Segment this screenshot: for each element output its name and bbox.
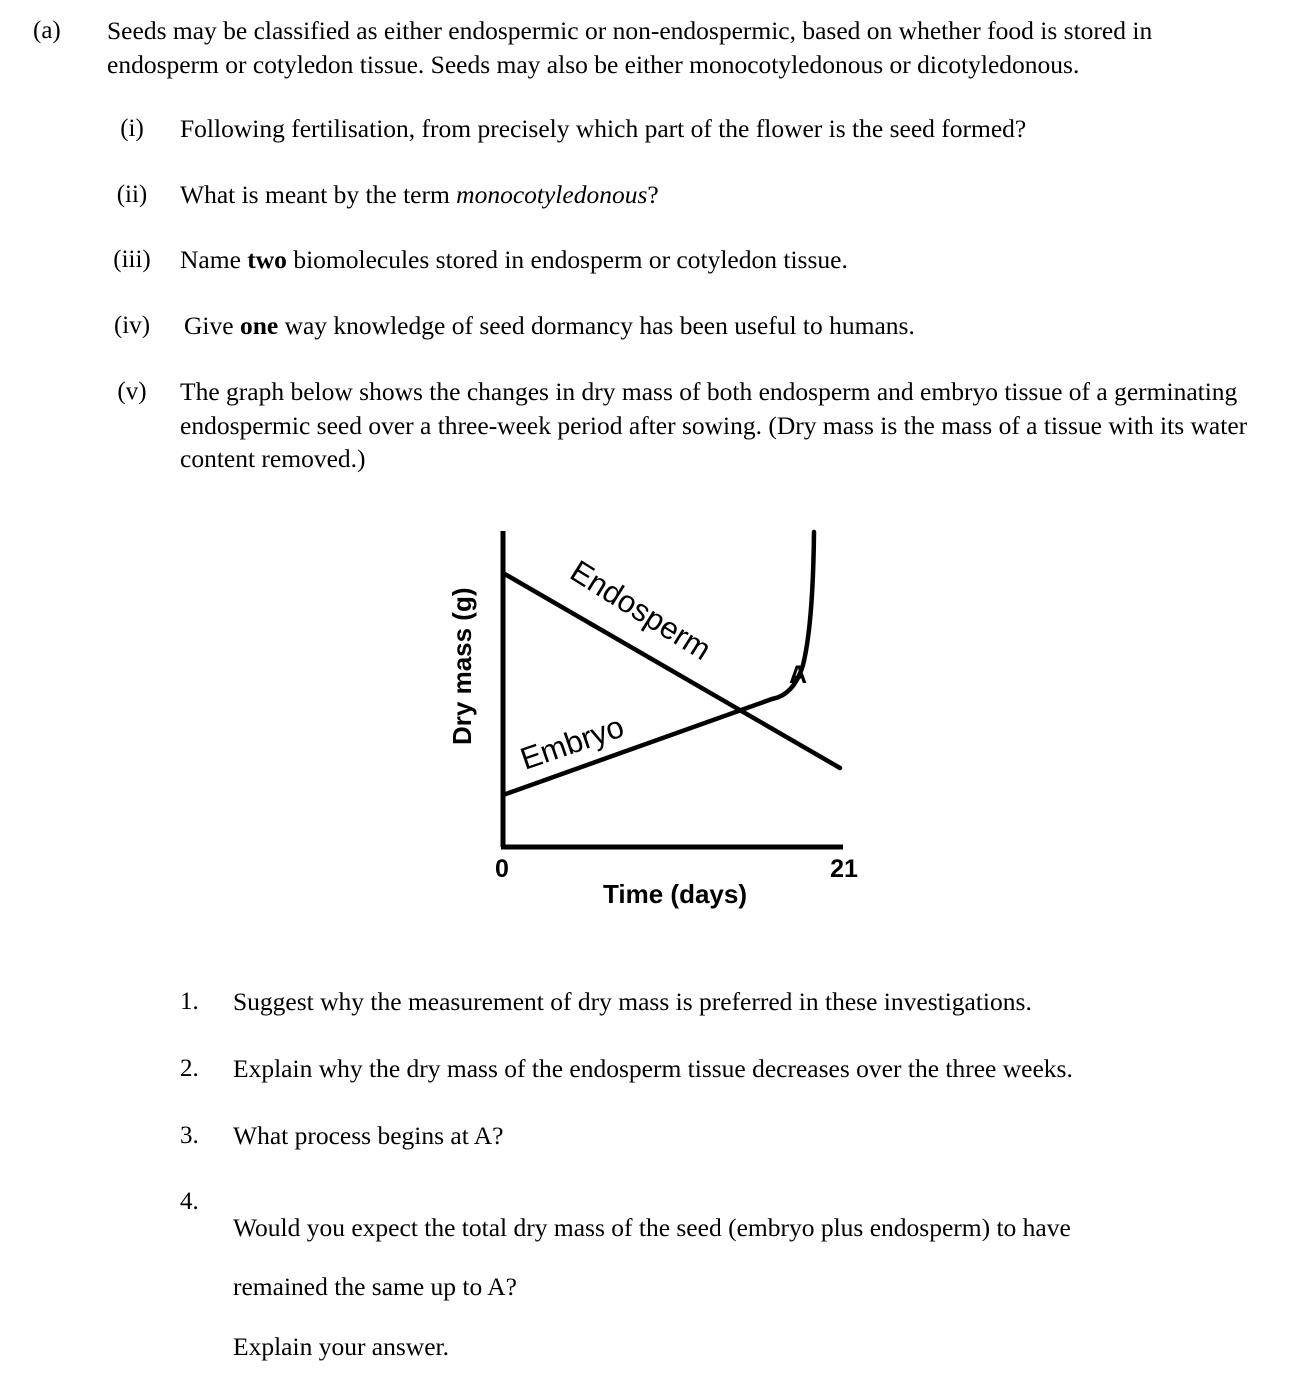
sub-question-text-i: Following fertilisation, from precisely which part of the flower is the seed formed? [180,114,1027,143]
sub-question-marker-iii: (iii) [113,246,151,273]
x-tick-0: 0 [495,855,509,883]
sub-question-iii-suffix: biomolecules stored in endosperm or cotyledon tissue. [286,245,848,274]
sub-question-iii-emphasis: two [247,245,287,274]
sub-question-text-v: The graph below shows the changes in dry mass of both endosperm and embryo tissue of a germinating endospermic seed over a three-week period after sowing. (Dry mass is the mass of a tissue with its water content removed.) [180,377,1248,473]
sub-question-ii-prefix: What is meant by the term [180,180,457,209]
numbered-question-marker-3: 3. [180,1122,199,1149]
numbered-question-4-line-1: Would you expect the total dry mass of the seed (embryo plus endosperm) to have [233,1212,1071,1242]
sub-question-iv-prefix: Give [184,311,240,340]
series-label-embryo: Embryo [515,708,629,777]
sub-question-marker-i: (i) [120,115,144,142]
numbered-question-marker-2: 2. [180,1055,199,1082]
numbered-question-text-2: Explain why the dry mass of the endosperm tissue decreases over the three weeks. [233,1054,1073,1083]
dry-mass-graph [420,505,900,925]
part-label-a: (a) [33,17,61,44]
sub-question-text-iv [184,309,1264,343]
sub-question-marker-v: (v) [117,378,147,405]
sub-question-iv-suffix: way knowledge of seed dormancy has been useful to humans. [278,311,915,340]
sub-question-ii-suffix: ? [647,180,659,209]
annotation-point-a: A [788,661,808,689]
sub-question-text-iii [180,243,1260,277]
sub-question-iii-prefix: Name [180,245,248,274]
sub-question-text-ii [180,178,1260,212]
sub-question-marker-iv: (iv) [113,312,151,339]
numbered-question-marker-1: 1. [180,988,199,1015]
numbered-question-text-4 [233,1185,1233,1389]
part-a-stem: Seeds may be classified as either endospermic or non-endospermic, based on whether food is stored in endosperm or cotyledon tissue. Seeds may also be either monocotyledonous or dicotyledonous. [107,16,1153,79]
x-axis-label: Time (days) [602,879,748,909]
numbered-question-marker-4: 4. [180,1188,199,1215]
sub-question-ii-emphasis: monocotyledonous [456,180,648,209]
numbered-question-4-line-2: remained the same up to A? [233,1272,517,1301]
numbered-question-4-line-3: Explain your answer. [233,1331,449,1361]
series-label-endosperm: Endosperm [564,553,718,667]
x-tick-21: 21 [830,855,858,883]
numbered-question-text-3: What process begins at A? [233,1121,504,1150]
y-axis-label: Dry mass (g) [447,587,477,745]
sub-question-iv-emphasis: one [239,311,279,340]
graph-svg [420,505,900,925]
sub-question-marker-ii: (ii) [116,181,148,208]
numbered-question-text-1: Suggest why the measurement of dry mass is preferred in these investigations. [233,987,1032,1016]
